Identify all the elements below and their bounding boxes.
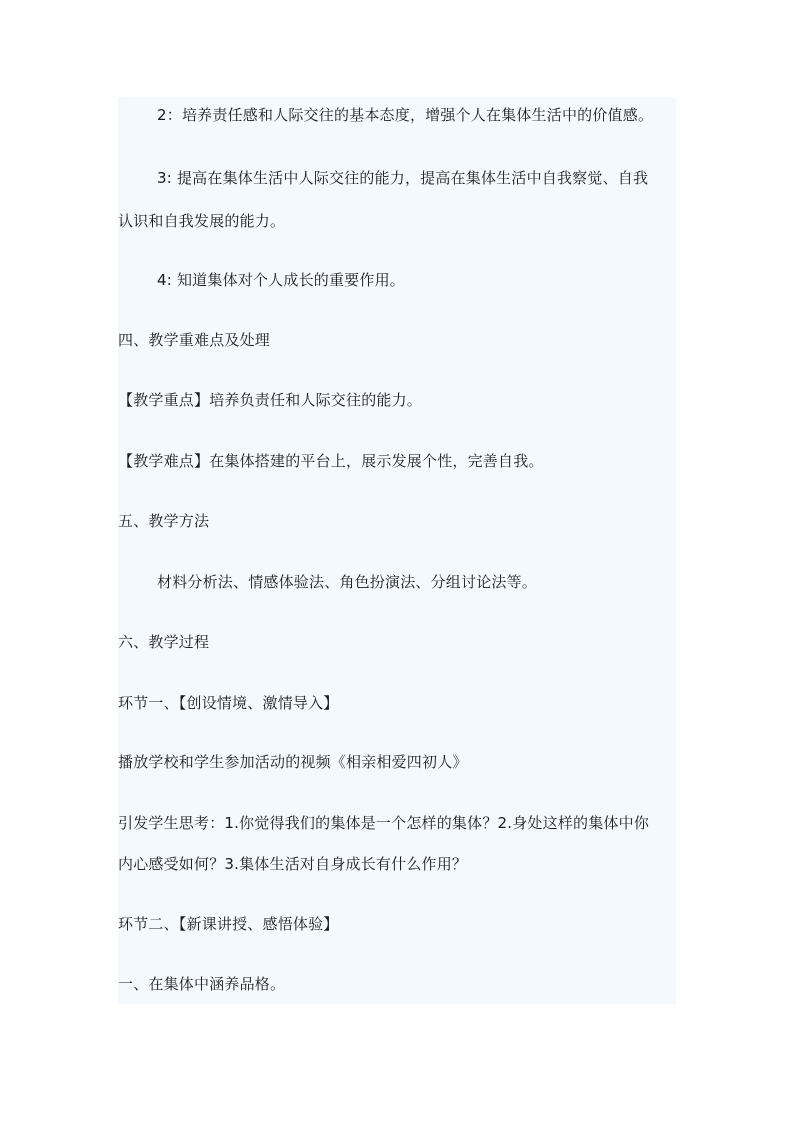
subsection-1-heading: 一、在集体中涵养品格。 (118, 975, 286, 993)
teaching-difficulty-text: 【教学难点】在集体搭建的平台上，展示发展个性，完善自我。 (118, 452, 544, 470)
questions-text: 引发学生思考：1.你觉得我们的集体是一个怎样的集体？2.身处这样的集体中你 (118, 814, 650, 832)
step-2-heading: 环节二、【新课讲授、感悟体验】 (118, 915, 339, 933)
section-5-heading: 五、教学方法 (118, 512, 210, 530)
teaching-methods-text: 材料分析法、情感体验法、角色扮演法、分组讨论法等。 (157, 573, 538, 591)
objective-4-text: 4: 知道集体对个人成长的重要作用。 (157, 271, 405, 289)
questions-continuation-text: 内心感受如何？3.集体生活对自身成长有什么作用？ (118, 855, 468, 873)
objective-3-text: 3: 提高在集体生活中人际交往的能力，提高在集体生活中自我察觉、自我 (157, 169, 649, 187)
objective-2-text: 2：培养责任感和人际交往的基本态度，增强个人在集体生活中的价值感。 (157, 106, 654, 124)
step-1-heading: 环节一、【创设情境、激情导入】 (118, 694, 339, 712)
document-text-block (118, 97, 676, 1004)
teaching-focus-text: 【教学重点】培养负责任和人际交往的能力。 (118, 391, 423, 409)
objective-3-continuation-text: 认识和自我发展的能力。 (118, 212, 286, 230)
video-text: 播放学校和学生参加活动的视频《相亲相爱四初人》 (118, 753, 468, 771)
section-6-heading: 六、教学过程 (118, 633, 210, 651)
section-4-heading: 四、教学重难点及处理 (118, 331, 271, 349)
